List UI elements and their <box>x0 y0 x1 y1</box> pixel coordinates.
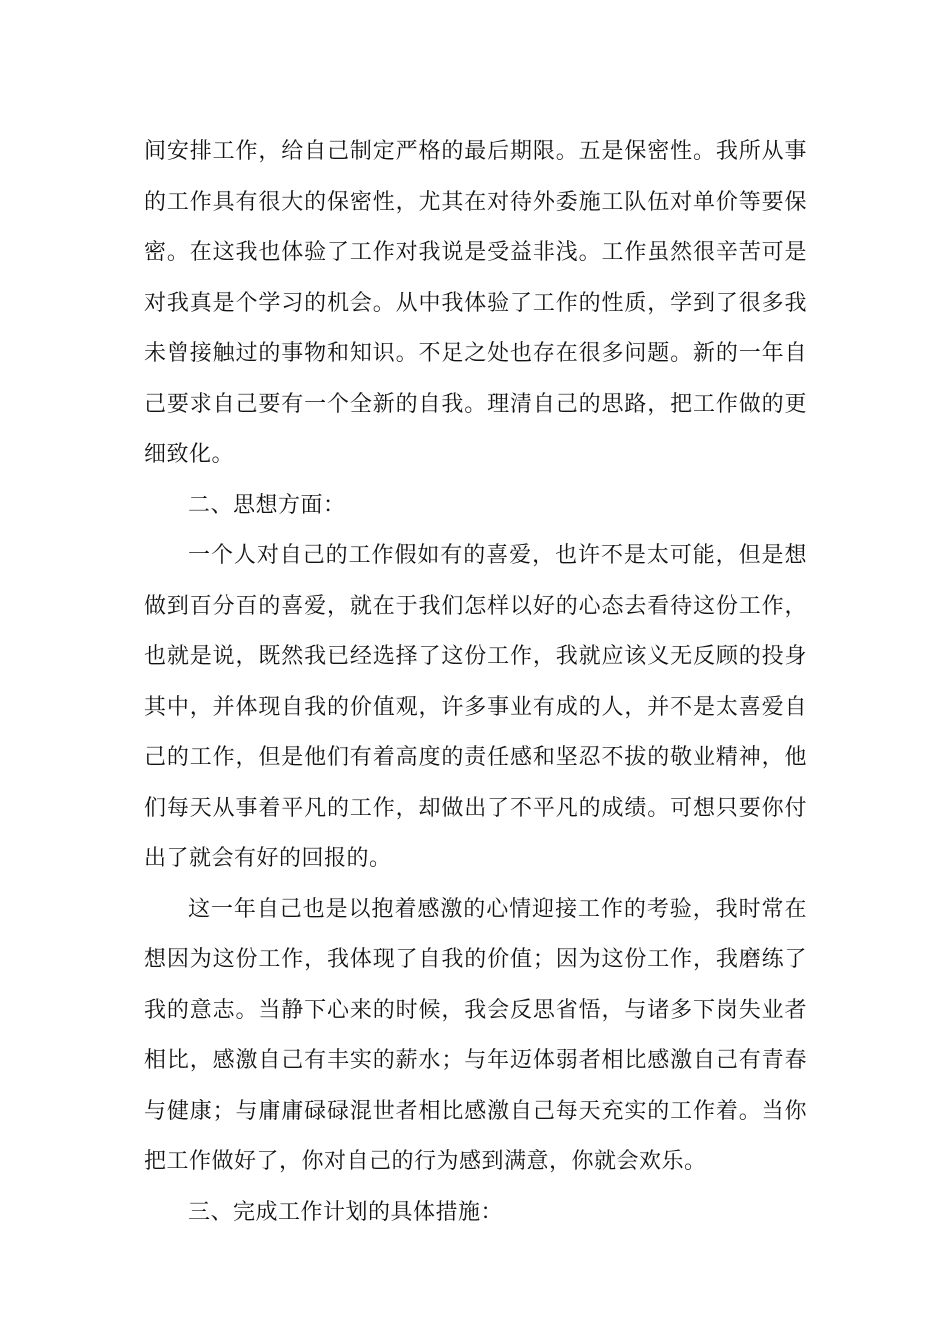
paragraph-continuation: 间安排工作，给自己制定严格的最后期限。五是保密性。我所从事的工作具有很大的保密性，尤其在对待外委施工队伍对单价等要保密。在这我也体验了工作对我说是受益非浅。工作虽然很辛苦可是对我真是个学习的机会。从中我体验了工作的性质，学到了很多我未曾接触过的事物和知识。不足之处也存在很多问题。新的一年自己要求自己要有一个全新的自我。理清自己的思路，把工作做的更细致化。 <box>144 139 807 467</box>
paragraph-gratitude: 这一年自己也是以抱着感激的心情迎接工作的考验，我时常在想因为这份工作，我体现了自我的价值；因为这份工作，我磨练了我的意志。当静下心来的时候，我会反思省悟，与诸多下岗失业者相比，感激自己有丰实的薪水；与年迈体弱者相比感激自己有青春与健康；与庸庸碌碌混世者相比感激自己每天充实的工作着。当你把工作做好了，你对自己的行为感到满意，你就会欢乐。 <box>144 896 807 1174</box>
section-heading-measures: 三、完成工作计划的具体措施： <box>188 1199 504 1225</box>
document-body <box>144 127 807 1238</box>
section-heading-thought: 二、思想方面： <box>188 492 346 518</box>
paragraph-thought-body: 一个人对自己的工作假如有的喜爱，也许不是太可能，但是想做到百分百的喜爱，就在于我们怎样以好的心态去看待这份工作，也就是说，既然我已经选择了这份工作，我就应该义无反顾的投身其中，并体现自我的价值观，许多事业有成的人，并不是太喜爱自己的工作，但是他们有着高度的责任感和坚忍不拔的敬业精神，他们每天从事着平凡的工作，却做出了不平凡的成绩。可想只要你付出了就会有好的回报的。 <box>144 543 807 871</box>
